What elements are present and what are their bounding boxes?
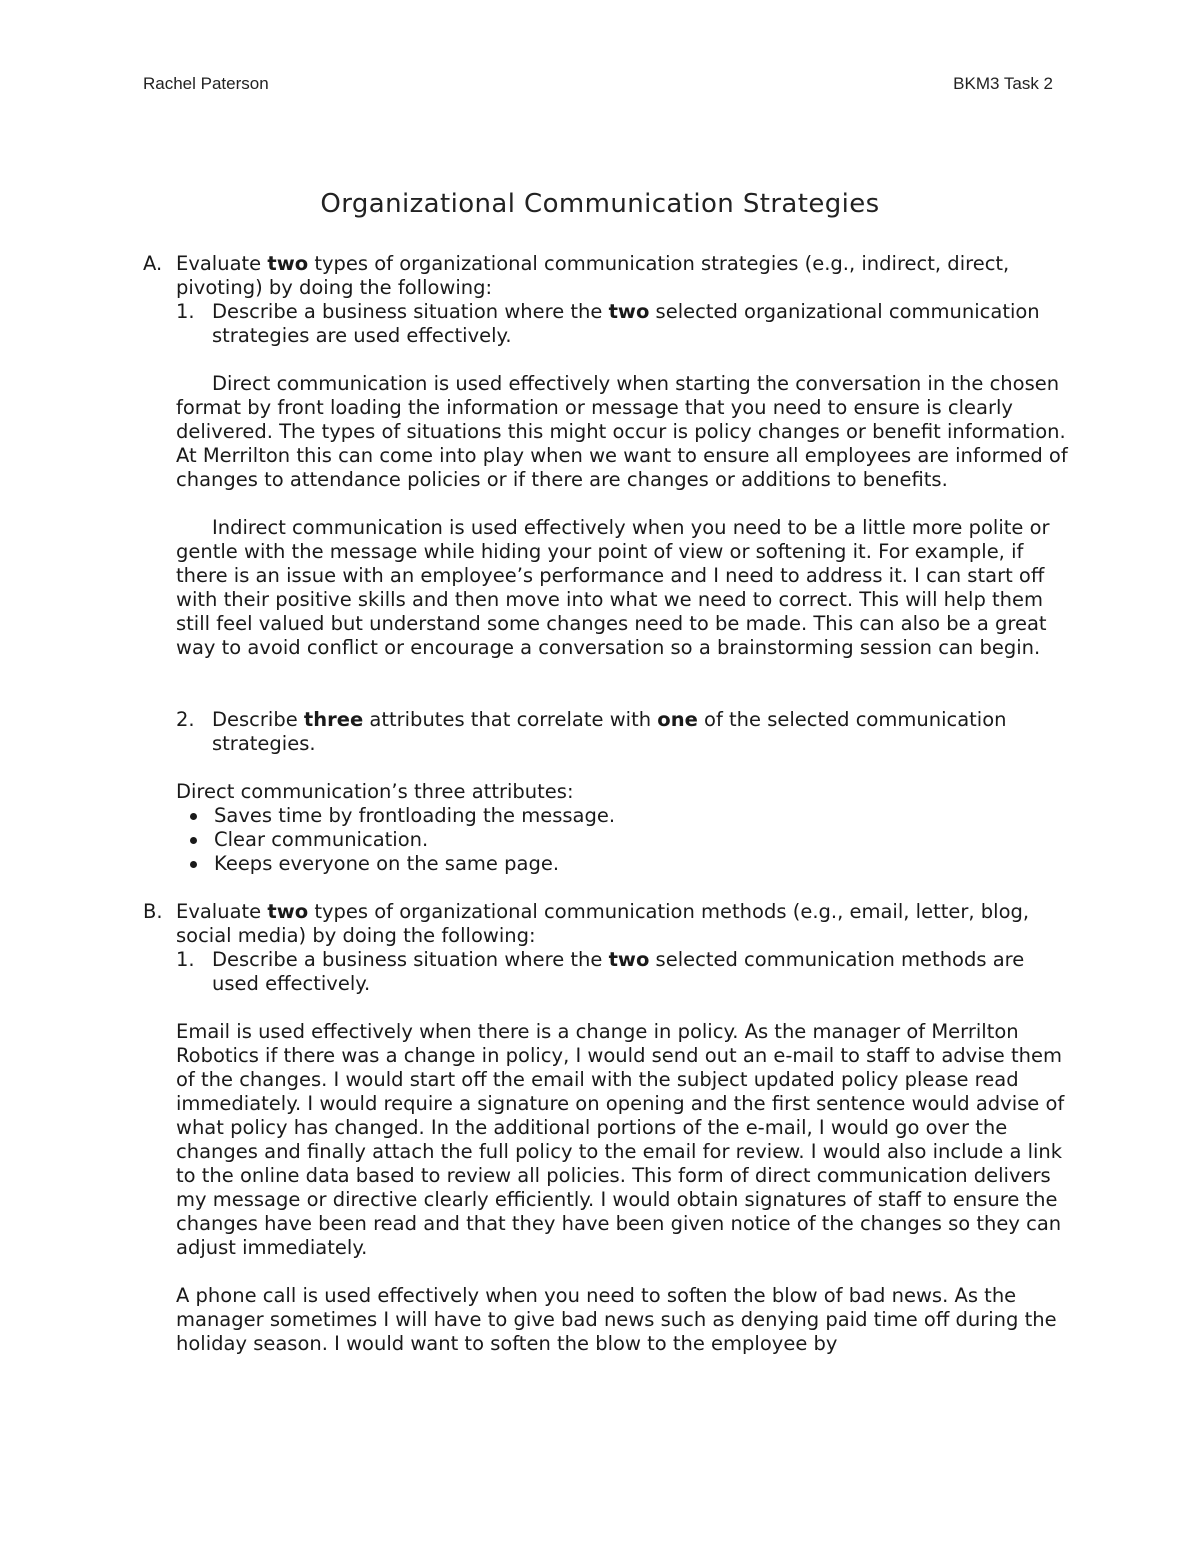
header-task: BKM3 Task 2 xyxy=(953,74,1053,93)
paragraph-direct-communication: Direct communication is used effectively when starting the conversation in the chosen format by front loading the information or message that you need to ensure is clearly delivered. The types of situations this might occur is policy changes or benefit information. At Merrilton this can come into play when we want to ensure all employees are informed of changes to attendance policies or if there are changes or additions to benefits. xyxy=(176,372,1068,491)
emphasis: two xyxy=(267,252,309,275)
section-b-marker: B. xyxy=(143,900,163,923)
item-marker: 2. xyxy=(176,708,195,731)
section-b-heading: B. Evaluate two types of organizational communication methods (e.g., email, letter, blog, social media) by doing the following: xyxy=(143,900,1030,947)
item-marker: 1. xyxy=(176,948,195,971)
section-a-item-1: 1. Describe a business situation where the two selected organizational communication strategies are used effectively. xyxy=(176,300,1040,347)
item-marker: 1. xyxy=(176,300,195,323)
attributes-list xyxy=(143,804,1073,876)
section-a-heading: A. Evaluate two types of organizational communication strategies (e.g., indirect, direct, pivoting) by doing the following: xyxy=(143,252,1010,299)
list-item: Saves time by frontloading the message. xyxy=(176,804,1073,828)
paragraph-phone-call: A phone call is used effectively when you need to soften the blow of bad news. As the manager sometimes I will have to give bad news such as denying paid time off during the holiday season. I would want to soften the blow to the employee by xyxy=(176,1284,1057,1355)
emphasis: two xyxy=(267,900,309,923)
page-title: Organizational Communication Strategies xyxy=(320,189,880,219)
list-item: Keeps everyone on the same page. xyxy=(176,852,1073,876)
paragraph-indirect-communication: Indirect communication is used effectively when you need to be a little more polite or gentle with the message while hiding your point of view or softening it. For example, if there is an issue with an employee’s performance and I need to address it. I can start off with their positive skills and then move into what we need to correct. This will help them still feel valued but understand some changes need to be made. This can also be a great way to avoid conflict or encourage a conversation so a brainstorming session can begin. xyxy=(176,516,1050,659)
emphasis: one xyxy=(657,708,698,731)
emphasis: two xyxy=(608,300,650,323)
paragraph-email: Email is used effectively when there is a change in policy. As the manager of Merrilton Robotics if there was a change in policy, I would send out an e-mail to staff to advise them of the changes. I would start off the email with the subject updated policy please read immediately. I would require a signature on opening and the first sentence would advise of what policy has changed. In the additional portions of the e-mail, I would go over the changes and finally attach the full policy to the email for review. I would also include a link to the online data based to review all policies. This form of direct communication delivers my message or directive clearly efficiently. I would obtain signatures of staff to ensure the changes have been read and that they have been given notice of the changes so they can adjust immediately. xyxy=(176,1020,1065,1259)
emphasis: three xyxy=(303,708,364,731)
emphasis: two xyxy=(608,948,650,971)
section-a-marker: A. xyxy=(143,252,163,275)
section-b-item-1: 1. Describe a business situation where the two selected communication methods are used effectively. xyxy=(176,948,1025,995)
header-author: Rachel Paterson xyxy=(143,74,269,93)
section-a-item-2: 2. Describe three attributes that correlate with one of the selected communication strategies. xyxy=(176,708,1007,755)
document-body xyxy=(143,252,1073,1356)
list-item: Clear communication. xyxy=(176,828,1073,852)
attributes-heading: Direct communication’s three attributes: xyxy=(176,780,574,803)
